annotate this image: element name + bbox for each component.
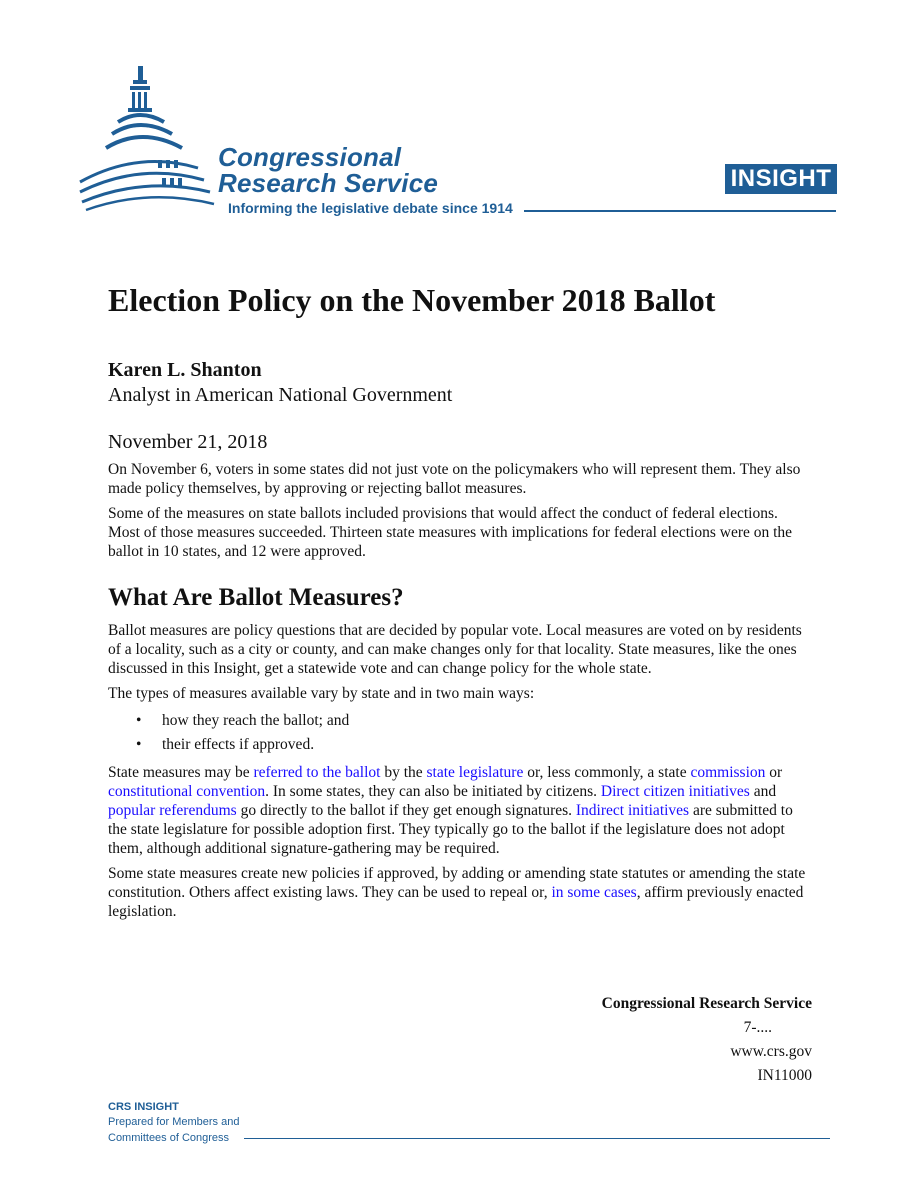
footer-id: IN11000 [757, 1067, 812, 1084]
link-in-some-cases[interactable]: in some cases [551, 884, 637, 901]
text-span: and [749, 783, 777, 800]
crs-wordmark [218, 144, 438, 196]
section-paragraph-1: Ballot measures are policy questions that are decided by popular vote. Local measures are voted on by residents of a locality, such as a city or county, and can make changes only for that locality. State measures, like the ones discussed in this Insight, get a statewide vote and can change policy for the whole state. [108, 622, 802, 677]
text-span: go directly to the ballot if they get enough signatures. [236, 802, 576, 819]
org-name-line1: Congressional [218, 142, 402, 172]
text-span: , affirm previously enacted legislation. [108, 884, 804, 920]
bottom-footer [108, 1100, 239, 1146]
text-span: are submitted to the state legislature for possible adoption first. They typically go to the ballot if the legislature does not adopt them, although additional signature-gathering may be required. [108, 802, 793, 857]
footer-org: Congressional Research Service [601, 995, 812, 1012]
text-span: Some state measures create new policies if approved, by adding or amending state statutes or amending the state constitution. Others affect existing laws. They can be used to repeal or, [108, 865, 806, 901]
text-span: or [765, 764, 783, 781]
text-span: State measures may be [108, 764, 254, 781]
list-item: • their effects if approved. [162, 733, 813, 757]
link-direct-citizen-initiatives[interactable]: Direct citizen initiatives [600, 783, 750, 800]
section-heading: What Are Ballot Measures? [108, 584, 404, 611]
document-title: Election Policy on the November 2018 Ballot [108, 282, 716, 318]
section-paragraph-3 [108, 763, 813, 858]
header-rule [524, 210, 836, 212]
bottom-rule [244, 1138, 830, 1139]
text-span: . In some states, they can also be initiated by citizens. [265, 783, 601, 800]
intro-paragraph-2: Some of the measures on state ballots included provisions that would affect the conduct of federal elections. Most of those measures succeeded. Thirteen state measures with implications for federal elections were on the ballot in 10 states, and 12 were approved. [108, 505, 793, 560]
link-state-legislature[interactable]: state legislature [426, 764, 524, 781]
link-popular-referendums[interactable]: popular referendums [108, 802, 237, 819]
bottom-line-3: Committees of Congress [108, 1132, 230, 1144]
insight-badge: INSIGHT [725, 164, 837, 194]
section-paragraph-2: The types of measures available vary by state and in two main ways: [108, 685, 535, 702]
link-constitutional-convention[interactable]: constitutional convention [108, 783, 266, 800]
text-span: or, less commonly, a state [523, 764, 691, 781]
publication-date: November 21, 2018 [108, 431, 268, 453]
bullet-list [108, 709, 813, 757]
org-name-line2: Research Service [218, 168, 439, 198]
link-referred-to-ballot[interactable]: referred to the ballot [253, 764, 381, 781]
footer-info [602, 992, 812, 1088]
document-body [108, 280, 813, 921]
link-commission[interactable]: commission [690, 764, 766, 781]
footer-code-text: 7-.... [743, 1019, 772, 1036]
footer-url[interactable]: www.crs.gov [730, 1043, 812, 1060]
link-indirect-initiatives[interactable]: Indirect initiatives [575, 802, 690, 819]
footer-code [602, 1016, 812, 1040]
bottom-line-2: Prepared for Members and [108, 1116, 240, 1128]
org-tagline: Informing the legislative debate since 1914 [228, 200, 513, 216]
author-name: Karen L. Shanton [108, 359, 262, 381]
section-paragraph-4 [108, 864, 813, 921]
page-header [0, 0, 920, 230]
author-role: Analyst in American National Government [108, 384, 453, 406]
list-item: • how they reach the ballot; and [162, 709, 813, 733]
intro-paragraph-1: On November 6, voters in some states did not just vote on the policymakers who will represent them. They also made policy themselves, by approving or rejecting ballot measures. [108, 461, 801, 497]
capitol-dome-logo-icon [78, 64, 218, 216]
bottom-label: CRS INSIGHT [108, 1101, 179, 1113]
text-span: by the [380, 764, 427, 781]
